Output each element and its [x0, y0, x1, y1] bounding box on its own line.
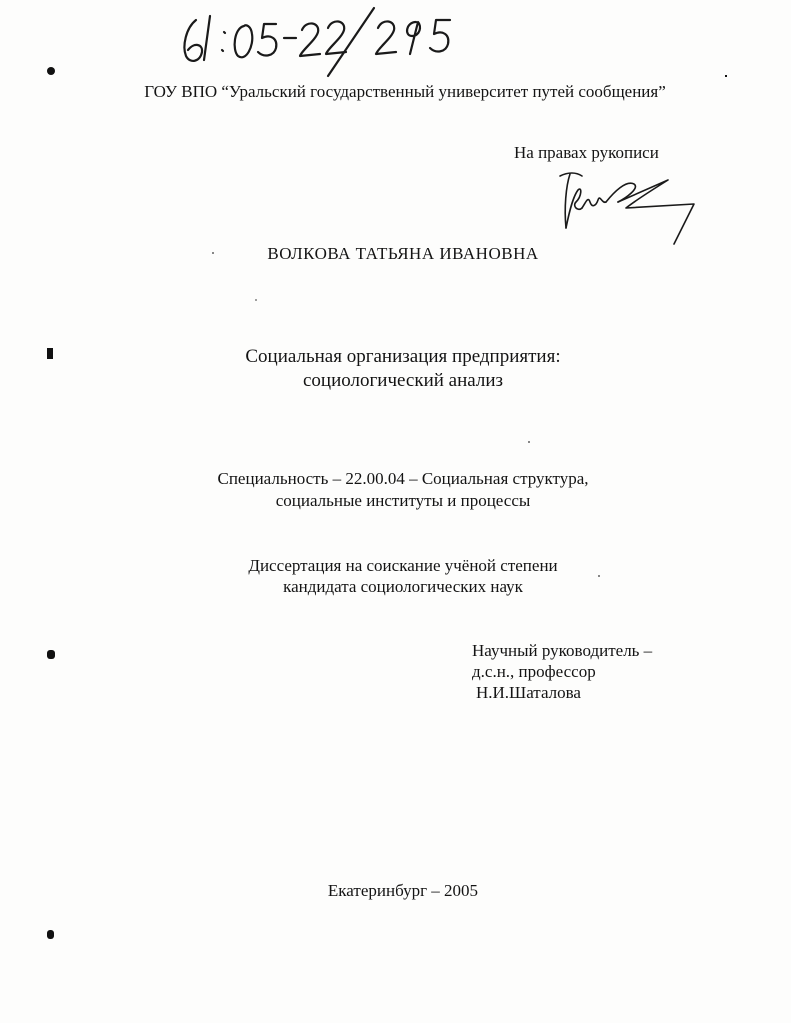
place-and-year: Екатеринбург – 2005 — [327, 881, 479, 900]
binding-hole-mark — [47, 930, 54, 939]
binding-hole-mark — [47, 67, 55, 75]
binding-hole-mark — [47, 348, 53, 359]
scan-speck — [528, 441, 530, 443]
scan-speck — [212, 252, 214, 254]
thesis-title-line-2: социологический анализ — [302, 370, 504, 391]
supervisor-role: Научный руководитель – — [472, 641, 653, 660]
dissertation-line-2: кандидата социологических наук — [283, 577, 523, 596]
dissertation-line-1: Диссертация на соискание учёной степени — [248, 556, 558, 575]
scan-speck — [725, 75, 727, 77]
thesis-title-line-1: Социальная организация предприятия: — [245, 346, 561, 367]
scan-speck — [598, 575, 600, 577]
author-name: ВОЛКОВА ТАТЬЯНА ИВАНОВНА — [267, 244, 539, 263]
institution-name: ГОУ ВПО “Уральский государственный университет путей сообщения” — [144, 82, 666, 101]
scan-speck — [255, 299, 257, 301]
specialty-line-1: Специальность – 22.00.04 – Социальная структура, — [217, 469, 589, 488]
author-signature — [556, 168, 706, 250]
supervisor-name: Н.И.Шаталова — [476, 683, 581, 702]
handwritten-library-code — [178, 6, 458, 78]
supervisor-degree: д.с.н., профессор — [472, 662, 596, 681]
specialty-line-2: социальные институты и процессы — [275, 491, 531, 510]
binding-hole-mark — [47, 650, 55, 659]
rights-note: На правах рукописи — [514, 143, 659, 162]
